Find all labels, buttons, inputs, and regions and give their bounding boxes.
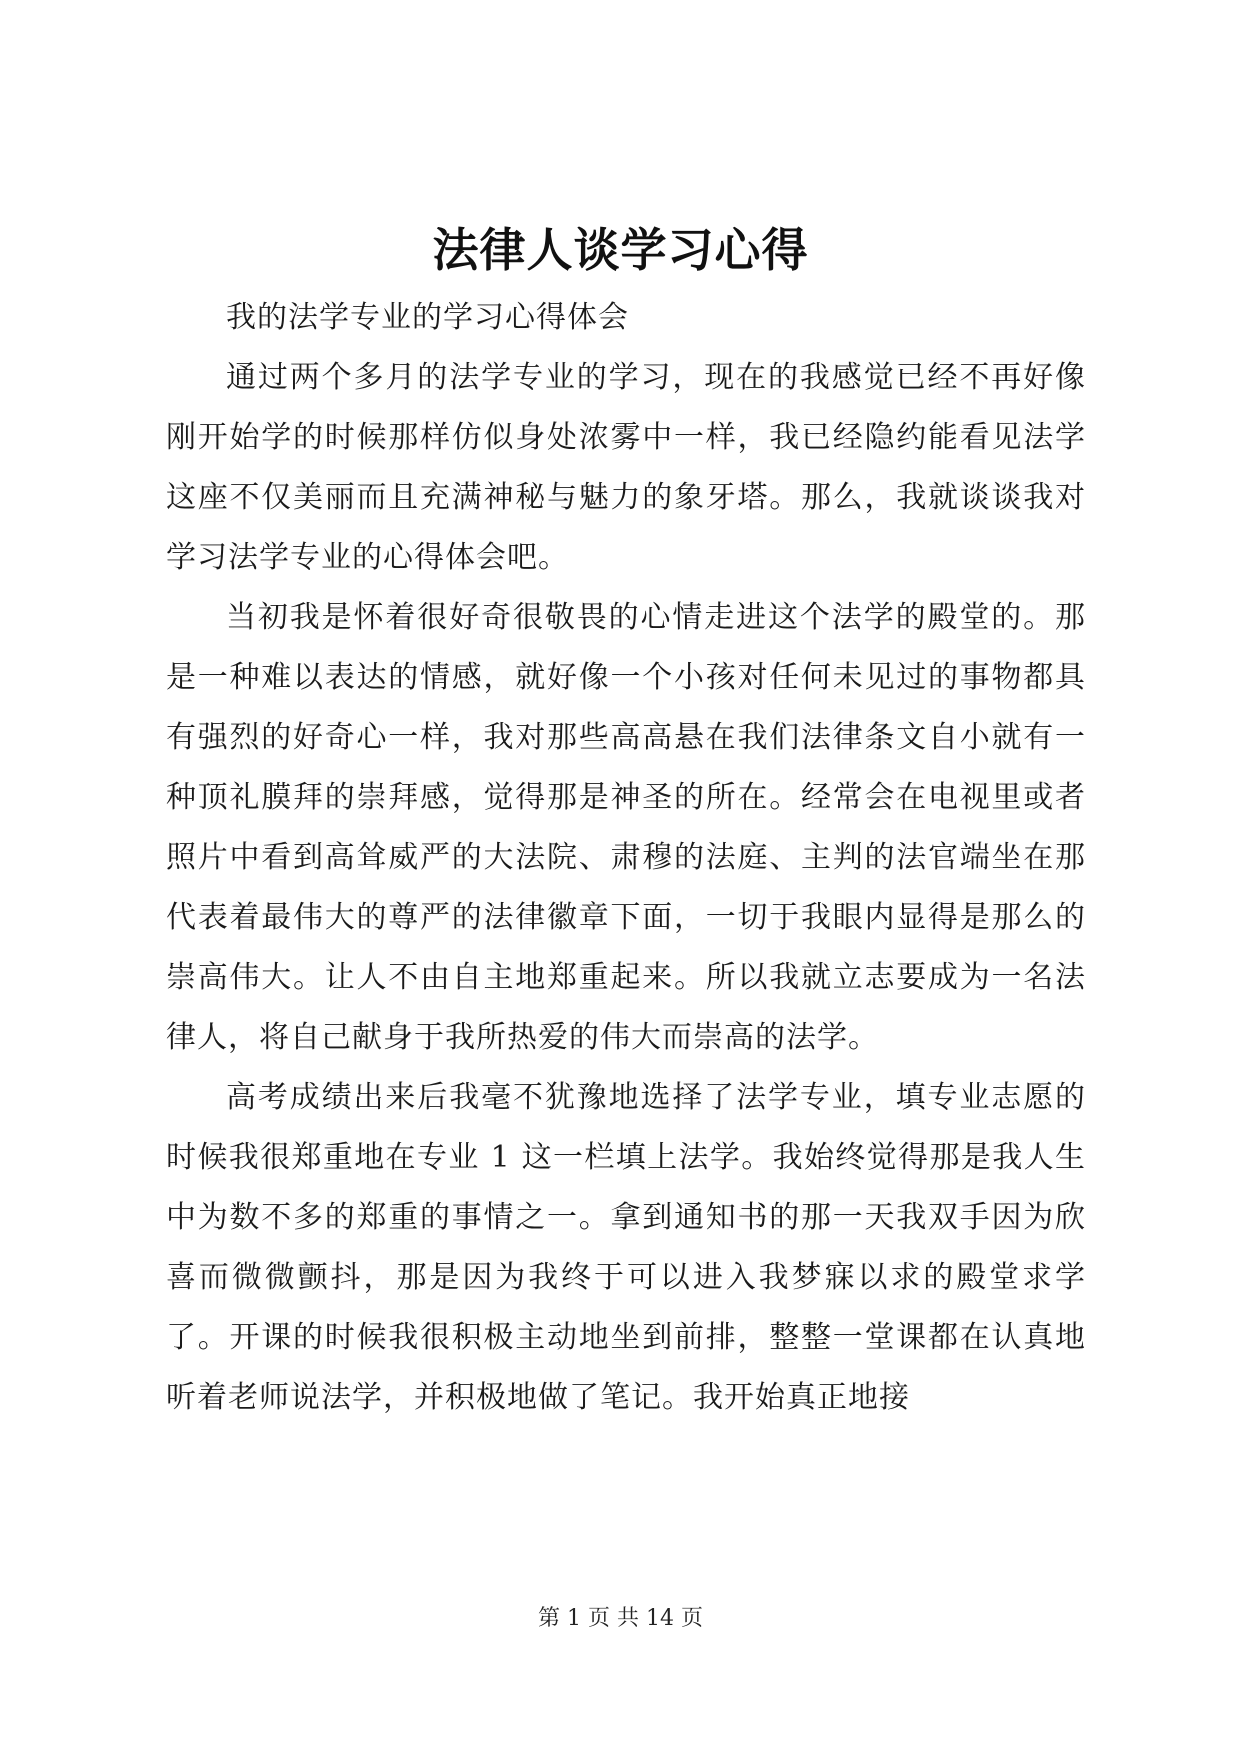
- paragraph-subtitle: 我的法学专业的学习心得体会: [226, 300, 629, 335]
- paragraph-2: 当初我是怀着很好奇很敬畏的心情走进这个法学的殿堂的。那是一种难以表达的情感，就好像一个小孩对任何未见过的事物都具有强烈的好奇心一样，我对那些高高悬在我们法律条文自小就有一种顶礼膜拜的崇拜感，觉得那是神圣的所在。经常会在电视里或者照片中看到高耸威严的大法院、肃穆的法庭、主判的法官端坐在那代表着最伟大的尊严的法律徽章下面，一切于我眼内显得是那么的崇高伟大。让人不由自主地郑重起来。所以我就立志要成为一名法律人，将自己献身于我所热爱的伟大而崇高的法学。: [166, 600, 1086, 1055]
- page-footer: 第 1 页 共 14 页: [538, 1606, 703, 1631]
- document-title: 法律人谈学习心得: [432, 223, 809, 277]
- paragraph-1: 通过两个多月的法学专业的学习，现在的我感觉已经不再好像刚开始学的时候那样仿似身处浓雾中一样，我已经隐约能看见法学这座不仅美丽而且充满神秘与魅力的象牙塔。那么，我就谈谈我对学习法学专业的心得体会吧。: [166, 360, 1086, 575]
- document-body: [166, 288, 1086, 1428]
- paragraph-3: 高考成绩出来后我毫不犹豫地选择了法学专业，填专业志愿的时候我很郑重地在专业 1 这一栏填上法学。我始终觉得那是我人生中为数不多的郑重的事情之一。拿到通知书的那一天我双手因为欣喜而微微颤抖，那是因为我终于可以进入我梦寐以求的殿堂求学了。开课的时候我很积极主动地坐到前排，整整一堂课都在认真地听着老师说法学，并积极地做了笔记。我开始真正地接: [166, 1080, 1086, 1415]
